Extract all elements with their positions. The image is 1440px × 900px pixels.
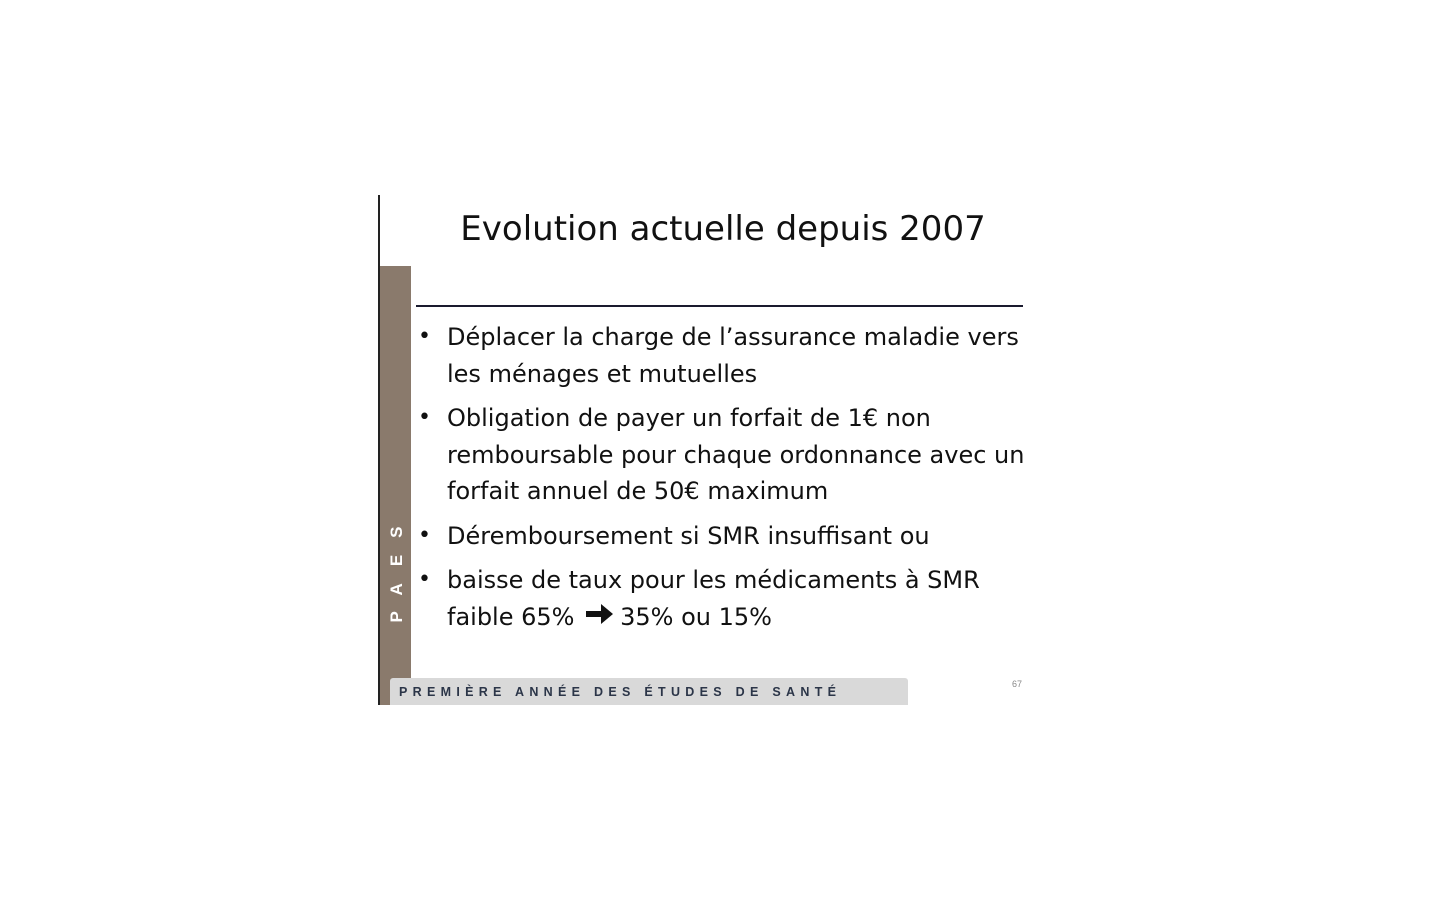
footer-bar [390,678,908,705]
bullet-item [418,518,1028,555]
bullet-item [418,400,1028,510]
bullet-item [418,319,1028,392]
slide-title: Evolution actuelle depuis 2007 [460,209,986,249]
side-label: PAES [387,509,406,623]
bullet-dot-icon: • [418,324,431,349]
right-arrow-icon [586,599,614,636]
page-number: 67 [1012,679,1023,689]
bullet-text: Déplacer la charge de l’assurance maladie vers les ménages et mutuelles [447,323,1019,388]
bullet-text-after-arrow: 35% ou 15% [620,602,772,631]
slide [378,195,1028,705]
bullet-dot-icon: • [418,567,431,592]
bullet-dot-icon: • [418,405,431,430]
title-divider [416,305,1023,307]
footer-text: PREMIÈRE ANNÉE DES ÉTUDES DE SANTÉ [399,685,842,699]
bullet-text-before-arrow: baisse de taux pour les médicaments à SMR faible 65% [447,566,980,631]
bullet-text: Déremboursement si SMR insuffisant ou [447,521,930,550]
side-band [380,266,411,705]
bullet-item [418,562,1028,636]
bullet-dot-icon: • [418,522,431,548]
bullet-text: Obligation de payer un forfait de 1€ non remboursable pour chaque ordonnance avec un forfait annuel de 50€ maximum [447,404,1025,505]
bullet-list [418,319,1028,644]
